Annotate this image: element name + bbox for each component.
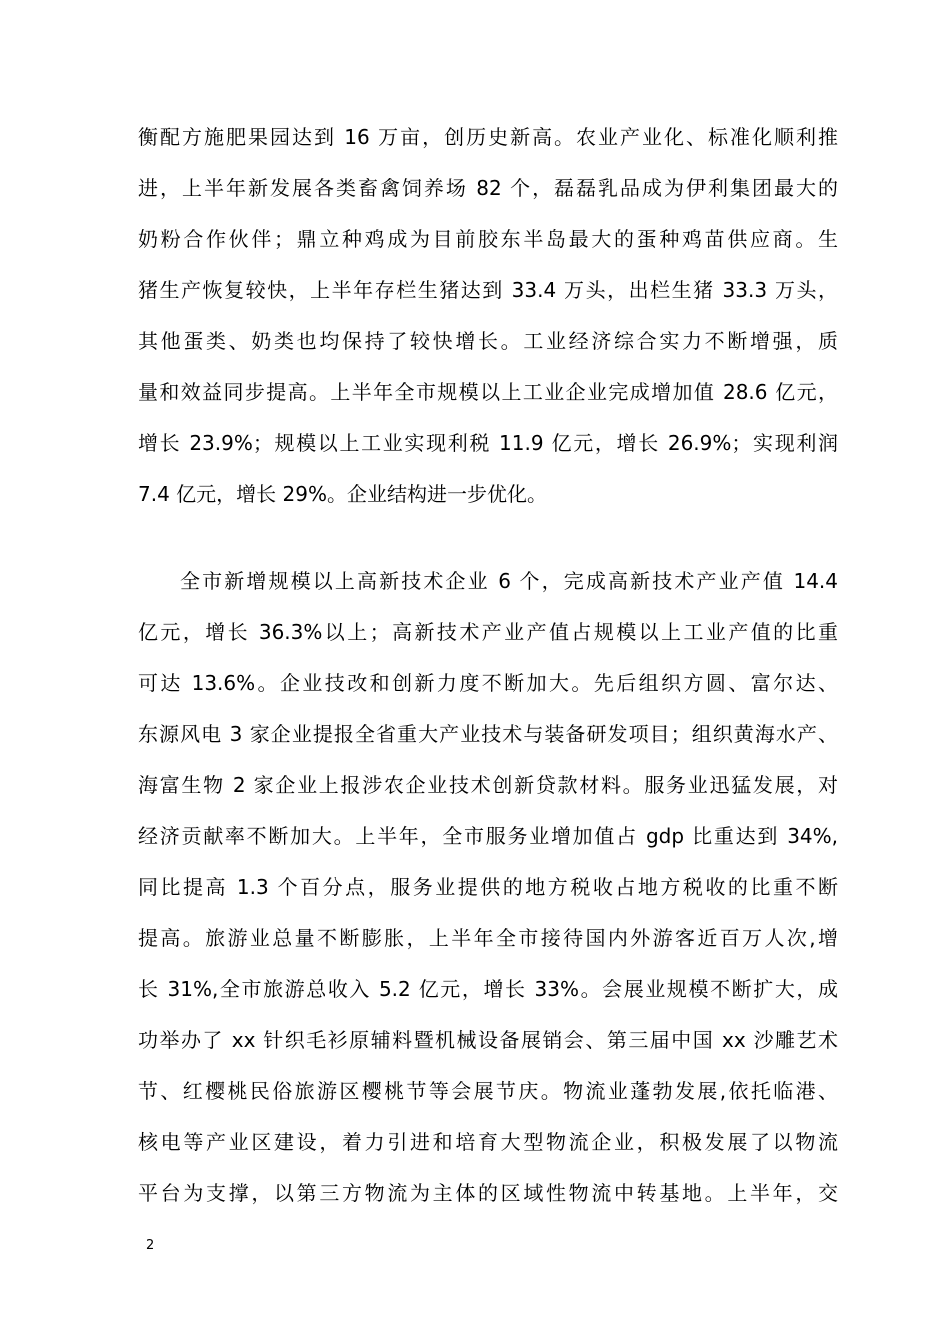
text-line: 长 31%,全市旅游总收入 5.2 亿元，增长 33%。会展业规模不断扩大，成 — [138, 977, 838, 1001]
text-line: 7.4 亿元，增长 29%。企业结构进一步优化。 — [138, 482, 547, 506]
text-line: 量和效益同步提高。上半年全市规模以上工业企业完成增加值 28.6 亿元， — [138, 380, 838, 404]
text-line: 进，上半年新发展各类畜禽饲养场 82 个，磊磊乳品成为伊利集团最大的 — [138, 176, 838, 200]
text-line: 经济贡献率不断加大。上半年，全市服务业增加值占 gdp 比重达到 34%, — [138, 824, 838, 848]
paragraph-hightech-services — [138, 556, 838, 1219]
text-line: 奶粉合作伙伴；鼎立种鸡成为目前胶东半岛最大的蛋种鸡苗供应商。生 — [138, 227, 838, 251]
text-line: 衡配方施肥果园达到 16 万亩，创历史新高。农业产业化、标准化顺利推 — [138, 125, 838, 149]
text-line: 同比提高 1.3 个百分点，服务业提供的地方税收占地方税收的比重不断 — [138, 875, 838, 899]
text-line: 全市新增规模以上高新技术企业 6 个，完成高新技术产业产值 14.4 — [180, 569, 838, 593]
text-line: 提高。旅游业总量不断膨胀，上半年全市接待国内外游客近百万人次,增 — [138, 926, 838, 950]
page-number: 2 — [146, 1238, 155, 1253]
text-line: 平台为支撑，以第三方物流为主体的区域性物流中转基地。上半年，交 — [138, 1181, 838, 1205]
text-line: 其他蛋类、奶类也均保持了较快增长。工业经济综合实力不断增强，质 — [138, 329, 838, 353]
text-line: 功举办了 xx 针织毛衫原辅料暨机械设备展销会、第三届中国 xx 沙雕艺术 — [138, 1028, 838, 1052]
text-line: 东源风电 3 家企业提报全省重大产业技术与装备研发项目；组织黄海水产、 — [138, 722, 838, 746]
paragraph-agriculture-industry — [138, 112, 838, 520]
text-line: 增长 23.9%；规模以上工业实现利税 11.9 亿元，增长 26.9%；实现利润 — [138, 431, 838, 455]
text-line: 海富生物 2 家企业上报涉农企业技术创新贷款材料。服务业迅猛发展，对 — [138, 773, 838, 797]
text-line: 可达 13.6%。企业技改和创新力度不断加大。先后组织方圆、富尔达、 — [138, 671, 838, 695]
text-line: 猪生产恢复较快，上半年存栏生猪达到 33.4 万头，出栏生猪 33.3 万头， — [138, 278, 838, 302]
text-line: 节、红樱桃民俗旅游区樱桃节等会展节庆。物流业蓬勃发展,依托临港、 — [138, 1079, 838, 1103]
text-line: 核电等产业区建设，着力引进和培育大型物流企业，积极发展了以物流 — [138, 1130, 838, 1154]
text-line: 亿元，增长 36.3%以上；高新技术产业产值占规模以上工业产值的比重 — [138, 620, 838, 644]
